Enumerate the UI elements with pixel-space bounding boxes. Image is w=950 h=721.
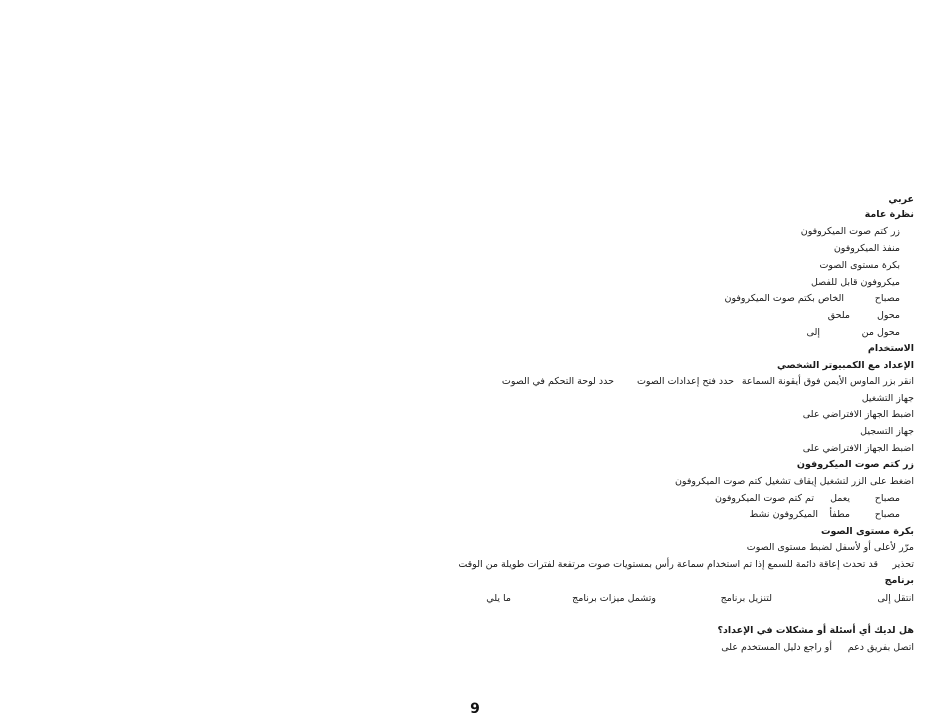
mute-led-label: مصباح xyxy=(874,493,900,504)
led-label: مصباح xyxy=(874,293,900,304)
faq-contact-support: اتصل بفريق دعم xyxy=(847,642,914,653)
adapter-from-label: محول من xyxy=(861,327,900,338)
overview-item-detachable-mic: ميكروفون قابل للفصل xyxy=(810,277,900,288)
set-default-playback: اضبط الجهاز الافتراضي على xyxy=(802,409,914,420)
faq-row xyxy=(694,641,914,654)
pc-step-sound-control-panel: حدد لوحة التحكم في الصوت xyxy=(501,376,614,387)
adapter-label: محول xyxy=(876,310,900,321)
overview-item-adapter xyxy=(780,309,900,322)
mic-muted-text: تم كتم صوت الميكروفون xyxy=(714,493,814,504)
overview-item-mute-led xyxy=(700,292,900,305)
pc-step-open-sound-settings: حدد فتح إعدادات الصوت xyxy=(636,376,734,387)
software-following: ما يلي xyxy=(486,593,511,604)
volume-wheel-description: مرّر لأعلى أو لأسفل لضبط مستوى الصوت xyxy=(746,542,914,553)
mute-led-on-row xyxy=(714,492,900,505)
recording-device-label: جهاز التسجيل xyxy=(860,426,914,437)
warning-label: تحذير xyxy=(892,559,914,570)
mute-led-off: مطفأ xyxy=(829,509,850,520)
set-default-recording: اضبط الجهاز الافتراضي على xyxy=(802,443,914,454)
mute-button-description: اضغط على الزر لتشغيل إيقاف تشغيل كتم صوت الميكروفون xyxy=(674,476,914,487)
pc-setup-step xyxy=(494,375,914,388)
mute-led-off-row xyxy=(750,508,900,521)
overview-item-adapter-2 xyxy=(780,326,900,339)
usage-heading: الاستخدام xyxy=(867,343,914,354)
pc-step-right-click: انقر بزر الماوس الأيمن فوق أيقونة السماعة xyxy=(741,376,914,387)
overview-heading: نظرة عامة xyxy=(864,209,914,220)
software-row xyxy=(474,592,914,605)
volume-wheel-heading: بكرة مستوى الصوت xyxy=(820,526,914,537)
software-heading: برنامج xyxy=(884,575,914,586)
playback-device-label: جهاز التشغيل xyxy=(861,393,914,404)
faq-user-guide: أو راجع دليل المستخدم على xyxy=(721,642,832,653)
overview-item-volume-wheel: بكرة مستوى الصوت xyxy=(819,260,900,271)
mic-active-text: الميكروفون نشط xyxy=(749,509,818,520)
overview-item-mute-button: زر كتم صوت الميكروفون xyxy=(800,226,900,237)
warning-text: قد تحدث إعاقة دائمة للسمع إذا تم استخدام سماعة رأس بمستويات صوت مرتفعة لفترات طويلة من الوقت xyxy=(458,559,878,570)
faq-heading: هل لديك أي أسئلة أو مشكلات في الإعداد؟ xyxy=(717,625,914,636)
software-features: وتشمل ميزات برنامج xyxy=(572,593,656,604)
adapter-description: ملحق xyxy=(827,310,850,321)
software-go-to: انتقل إلى xyxy=(877,593,914,604)
language-header: عربي xyxy=(888,194,914,205)
hearing-warning xyxy=(454,558,914,571)
page-number: 9 xyxy=(470,701,480,717)
software-download: لتنزيل برنامج xyxy=(720,593,772,604)
pc-setup-heading: الإعداد مع الكمبيوتر الشخصي xyxy=(777,360,914,371)
mute-button-heading: زر كتم صوت الميكروفون xyxy=(796,459,914,470)
led-description: الخاص بكتم صوت الميكروفون xyxy=(724,293,844,304)
mute-led-on: يعمل xyxy=(830,493,850,504)
adapter-to-label: إلى xyxy=(806,327,820,338)
mute-led-label-2: مصباح xyxy=(874,509,900,520)
overview-item-mic-port: منفذ الميكروفون xyxy=(833,243,900,254)
